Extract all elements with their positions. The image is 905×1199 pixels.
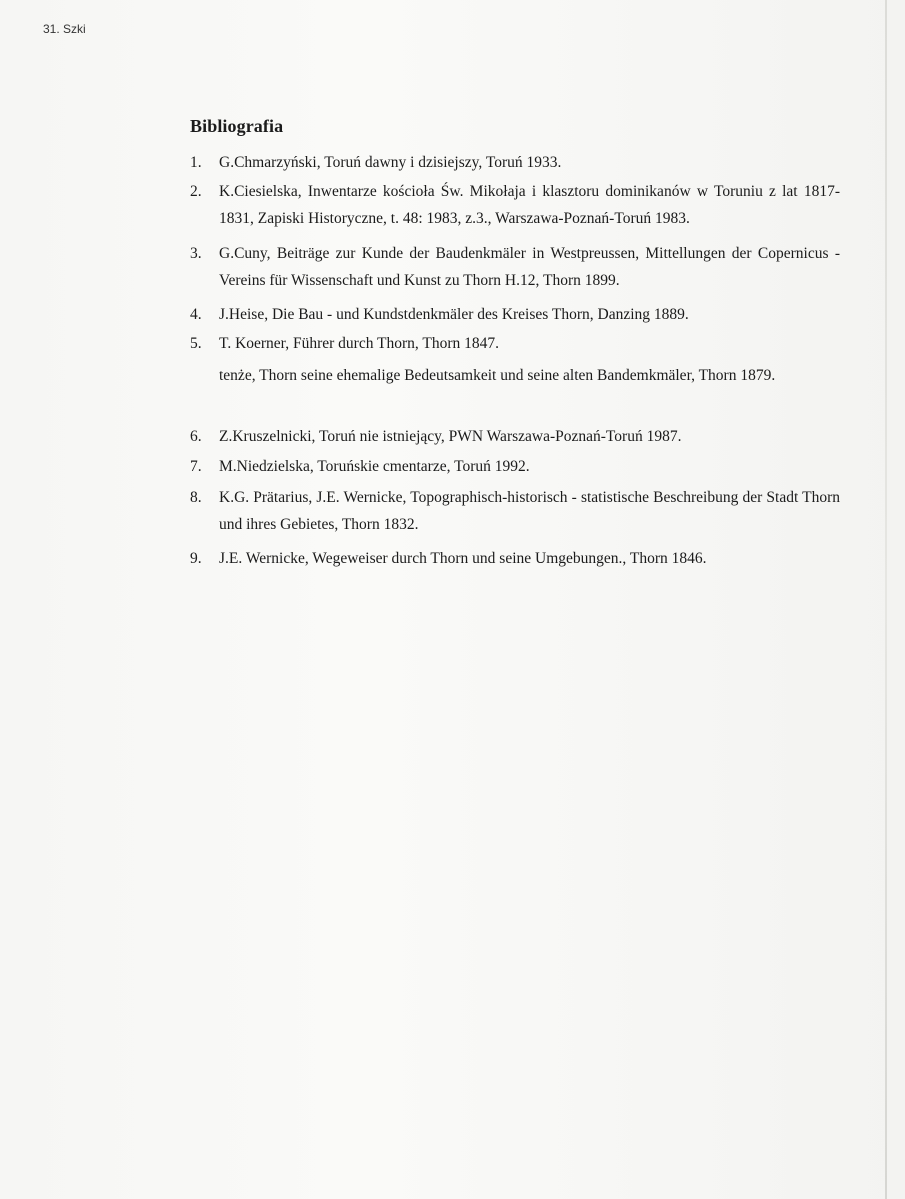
entry-text: G.Cuny, Beiträge zur Kunde der Baudenkmäler in Westpreussen, Mittellungen der Copernicus - Vereins für Wissenschaft und Kunst zu Thorn H.12, Thorn 1899. [219, 245, 840, 289]
entry-number: 8. [190, 489, 202, 506]
bibliography-entry-5 [190, 330, 840, 357]
entry-number: 5. [190, 335, 202, 352]
entry-text: G.Chmarzyński, Toruń dawny i dzisiejszy, Toruń 1933. [219, 154, 562, 171]
bibliography-heading: Bibliografia [190, 116, 284, 136]
bibliography-entry-8 [190, 484, 840, 538]
bibliography-entry-3 [190, 240, 840, 294]
entry-text: Z.Kruszelnicki, Toruń nie istniejący, PWN Warszawa-Poznań-Toruń 1987. [219, 428, 682, 445]
bibliography-entry-6 [190, 423, 840, 450]
page-header-tag [43, 22, 86, 36]
entry-text: M.Niedzielska, Toruńskie cmentarze, Toruń 1992. [219, 458, 530, 475]
page-edge-shadow [885, 0, 887, 1199]
bibliography-entry-2 [190, 178, 840, 232]
bibliography-entry-4 [190, 301, 840, 328]
bibliography-entry-9 [190, 545, 840, 572]
entry-text: J.E. Wernicke, Wegeweiser durch Thorn und seine Umgebungen., Thorn 1846. [219, 550, 707, 567]
entry-text: T. Koerner, Führer durch Thorn, Thorn 1847. [219, 335, 500, 352]
entry-number: 2. [190, 183, 202, 200]
entry-number: 3. [190, 245, 202, 262]
bibliography-entry-7 [190, 453, 840, 480]
entry-text: K.Ciesielska, Inwentarze kościoła Św. Mikołaja i klasztoru dominikanów w Toruniu z lat 1817-1831, Zapiski Historyczne, t. 48: 1983, z.3., Warszawa-Poznań-Toruń 1983. [219, 183, 840, 227]
entry-number: 4. [190, 306, 202, 323]
entry-number: 9. [190, 550, 202, 567]
bibliography-entry-5-sub: tenże, Thorn seine ehemalige Bedeutsamkeit und seine alten Bandemkmäler, Thorn 1879. [219, 367, 776, 384]
entry-text: K.G. Prätarius, J.E. Wernicke, Topographisch-historisch - statistische Beschreibung der Stadt Thorn und ihres Gebietes, Thorn 1832. [219, 489, 840, 533]
entry-number: 1. [190, 154, 202, 171]
entry-number: 7. [190, 458, 202, 475]
bibliography-entry-1 [190, 149, 840, 176]
page-tag-text: 31. Szki [43, 22, 86, 36]
entry-number: 6. [190, 428, 202, 445]
entry-text: J.Heise, Die Bau - und Kundstdenkmäler des Kreises Thorn, Danzing 1889. [219, 306, 689, 323]
